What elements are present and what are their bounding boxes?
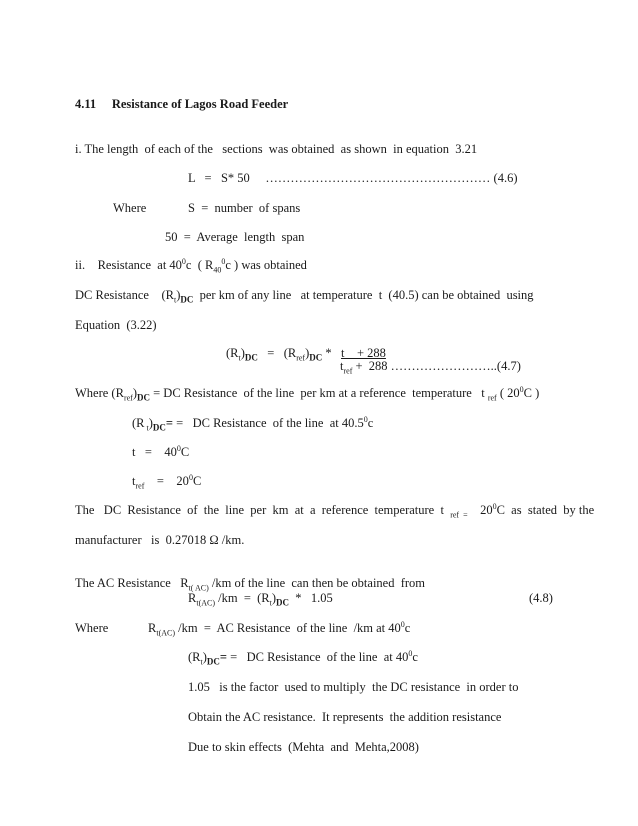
- paragraph-dc-resistance: DC Resistance $(R_t)_{DC}$ per km of any line at temperature t (40.5) can be obtained using: [75, 288, 534, 305]
- definition-50: 50 = Average length span: [165, 230, 305, 244]
- factor-line-3: Due to skin effects (Mehta and Mehta,2008): [188, 740, 419, 754]
- definition-tref: $t_{ref}$ = $20^0C$: [132, 472, 202, 491]
- section-heading: [75, 96, 288, 112]
- equation-4-8: $R_{t(AC)}$ $/km = (R_t)_{DC} * 1.05$: [188, 591, 333, 608]
- factor-line-1: 1.05 is the factor used to multiply the DC resistance in order to: [188, 680, 519, 694]
- ac-resistance-intro: The AC Resistance $R_{t( AC)}$ /km of the line can then be obtained from: [75, 576, 426, 593]
- definition-rac: $R_{t(AC)}$ /km = AC Resistance of the line /km at $40^0c$: [148, 619, 411, 638]
- definition-t: t = $40^0C$: [132, 443, 190, 459]
- factor-line-2: Obtain the AC resistance. It represents the addition resistance: [188, 710, 502, 724]
- section-title: Resistance of Lagos Road Feeder: [111, 97, 289, 111]
- definition-rt-2: $(R_t)_{DC}=$ = DC Resistance of the line at $40^0c$: [188, 648, 418, 667]
- definition-s: S = number of spans: [188, 201, 301, 215]
- equation-4-6: L = S* 50 ……………………………………………… (4.6): [188, 171, 518, 185]
- where-label: Where: [113, 201, 147, 215]
- paragraph-ii: ii. Resistance at $40^0c$ ( $R_{40}^0c$ ) was obtained: [75, 256, 307, 275]
- equation-4-8-number: (4.8): [529, 591, 553, 605]
- equation-reference: Equation (3.22): [75, 318, 157, 332]
- where-label-2: Where: [75, 621, 109, 635]
- paragraph-line: i. The length of each of the sections was obtained as shown in equation 3.21: [75, 142, 478, 156]
- manufacturer-line-1: The DC Resistance of the line per km at a reference temperature t $_{ref =}$ $20^0C$ as stated by the: [75, 501, 595, 520]
- equation-4-7: $(R_t)_{DC} = (R_{ref})_{DC} * t$ + 288: [226, 346, 386, 363]
- definition-rt: (R $_t)_{DC}=$ = DC Resistance of the line at 40.5$^0$c: [132, 414, 374, 433]
- fraction-numerator: t + 288: [341, 346, 386, 360]
- manufacturer-line-2: manufacturer is 0.27018 Ω /km.: [75, 533, 245, 547]
- section-number: 4.11: [75, 97, 97, 111]
- where-ref-definition: Where $(R_{ref})_{DC}$ = DC Resistance of the line per km at a reference temperature t $_{ref}$ ( $20^0C$ ): [75, 384, 540, 403]
- fraction-denominator: $t_{ref} + 288$ ……………………..(4.7): [340, 359, 521, 376]
